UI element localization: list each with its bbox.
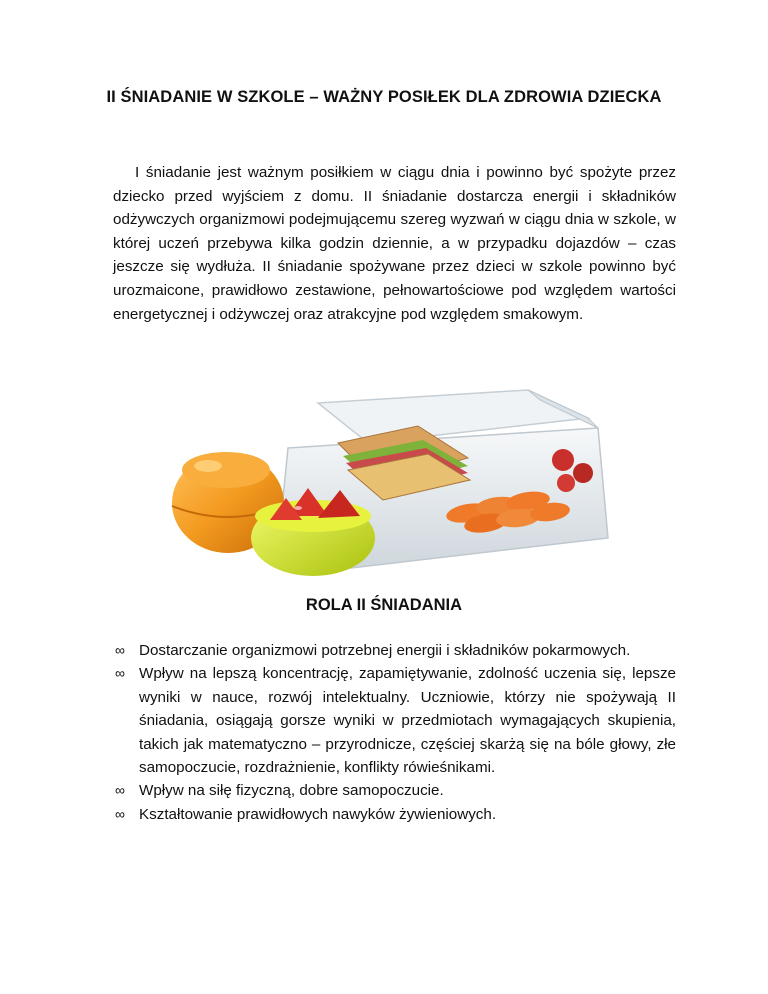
infinity-bullet-icon: ∞ bbox=[115, 642, 125, 658]
lunchbox-photo bbox=[168, 388, 616, 578]
list-item: ∞ Wpływ na siłę fizyczną, dobre samopoczucie. bbox=[113, 779, 676, 802]
role-list bbox=[113, 639, 676, 826]
infinity-bullet-icon: ∞ bbox=[115, 782, 125, 799]
list-item: ∞ Dostarczanie organizmowi potrzebnej energii i składników pokarmowych. bbox=[113, 639, 676, 662]
intro-paragraph bbox=[113, 161, 676, 326]
section-heading: ROLA II ŚNIADANIA bbox=[305, 596, 463, 614]
list-item: ∞ Kształtowanie prawidłowych nawyków żywieniowych. bbox=[113, 803, 676, 826]
infinity-bullet-icon: ∞ bbox=[115, 665, 125, 682]
intro-text: I śniadanie jest ważnym posiłkiem w ciągu dnia i powinno być spożyte przez dziecko przed wyjściem z domu. II śniadanie dostarcza energii i składników odżywczych organizmowi podejmującemu szereg wyzwań w ciągu dnia w szkole, w której uczeń przebywa kilka godzin dziennie, a w przypadku dojazdów – czas jeszcze się wydłuża. II śniadanie spożywane przez dzieci w szkole powinno być urozmaicone, prawidłowo zestawione, pełnowartościowe pod względem wartości energetycznej i odżywczej oraz atrakcyjne pod względem smakowym. bbox=[113, 164, 676, 323]
infinity-bullet-icon: ∞ bbox=[115, 805, 125, 822]
document-title: II ŚNIADANIE W SZKOLE – WAŻNY POSIŁEK DLA ZDROWIA DZIECKA bbox=[106, 88, 662, 106]
list-item: ∞ Wpływ na lepszą koncentrację, zapamiętywanie, zdolność uczenia się, lepsze wyniki w nauce, rozwój intelektualny. Uczniowie, którzy nie spożywają II śniadania, osiągają gorsze wyniki w przedmiotach wymagających skupienia, takich jak matematyczno – przyrodnicze, częściej skarżą się na bóle głowy, złe samopoczucie, rozdrażnienie, konflikty rówieśnikami. bbox=[113, 662, 676, 779]
lunchbox-illustration bbox=[168, 388, 616, 578]
